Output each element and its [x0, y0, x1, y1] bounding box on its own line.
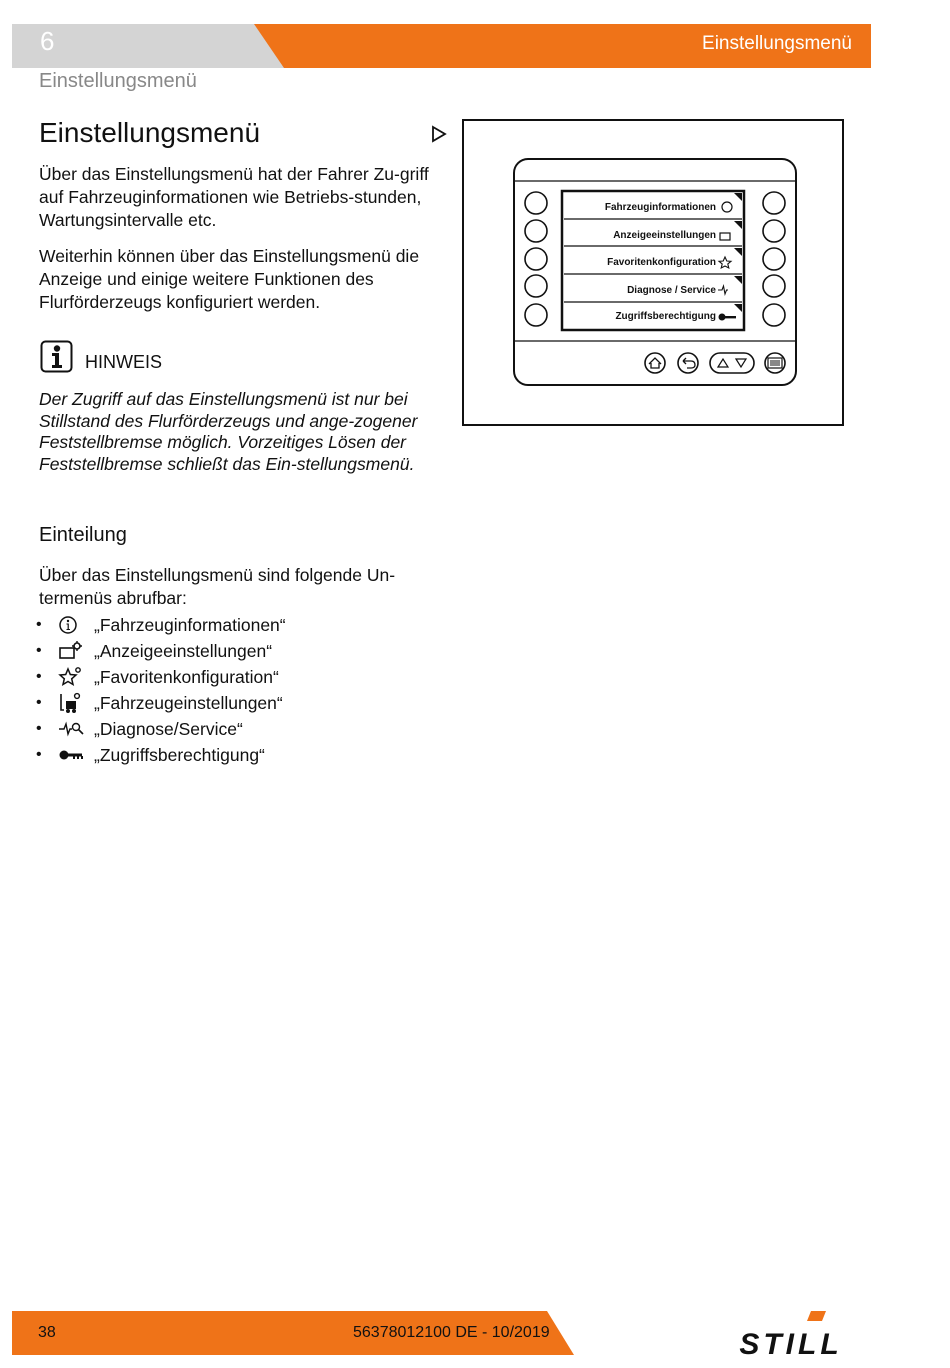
- info-icon: [58, 615, 94, 635]
- soft-key: [763, 220, 785, 242]
- home-icon: [645, 353, 665, 373]
- menu-item-label: Favoritenkonfiguration: [607, 257, 716, 268]
- back-icon: [678, 353, 698, 373]
- list-item-label: „Favoritenkonfiguration“: [94, 666, 279, 687]
- list-item-label: „Anzeigeeinstellungen“: [94, 640, 273, 661]
- submenu-list: [36, 612, 286, 768]
- soft-key: [525, 304, 547, 326]
- document-code: 56378012100 DE - 10/2019: [353, 1324, 550, 1341]
- soft-key: [525, 275, 547, 297]
- list-item-label: „Diagnose/Service“: [94, 718, 243, 739]
- list-item-label: „Zugriffsberechtigung“: [94, 744, 265, 765]
- still-logo: [711, 1309, 871, 1364]
- up-down-rocker: [710, 353, 754, 373]
- menu-item-label: Zugriffsberechtigung: [615, 311, 716, 322]
- list-item-label: „Fahrzeugeinstellungen“: [94, 692, 283, 713]
- note-label: HINWEIS: [85, 352, 163, 372]
- list-item: • „Favoritenkonfiguration“: [36, 666, 279, 687]
- chapter-number: 6: [40, 26, 55, 56]
- list-item: • „Anzeigeeinstellungen“: [36, 640, 273, 661]
- list-item: • „Fahrzeugeinstellungen“: [36, 692, 283, 713]
- display-figure: [462, 119, 844, 426]
- intro-paragraph: Über das Einstellungsmenü hat der Fahrer Zu-griff auf Fahrzeuginformationen wie Betriebs-stunden, Wartungsintervalle etc.: [39, 164, 429, 230]
- key-icon: [58, 745, 94, 765]
- info-note-icon: [40, 340, 73, 378]
- page-number: 38: [38, 1324, 56, 1341]
- favorite-star-icon: [58, 666, 94, 688]
- display-illustration: [464, 121, 842, 424]
- svg-text:STILL: STILL: [739, 1328, 843, 1359]
- diagnosis-icon: [58, 719, 94, 739]
- menu-item-label: Fahrzeuginformationen: [604, 202, 716, 213]
- forklift-settings-icon: [58, 692, 94, 714]
- list-item: • „Zugriffsberechtigung“: [36, 744, 265, 765]
- soft-key: [763, 275, 785, 297]
- soft-key: [763, 192, 785, 214]
- configuration-paragraph: Weiterhin können über das Einstellungsmenü die Anzeige und einige weitere Funktionen des Flurförderzeugs konfiguriert werden.: [39, 246, 420, 312]
- running-title: Einstellungsmenü: [702, 33, 852, 54]
- note-text: Der Zugriff auf das Einstellungsmenü ist nur bei Stillstand des Flurförderzeugs und ange-zogener Feststellbremse möglich. Vorzeitiges Lösen der Feststellbremse schließt das Ein-stellungsmenü.: [39, 389, 418, 474]
- list-item-label: „Fahrzeuginformationen“: [94, 614, 286, 635]
- display-settings-icon: [58, 641, 94, 661]
- soft-key: [525, 192, 547, 214]
- menu-item-label: Anzeigeeinstellungen: [613, 230, 716, 241]
- soft-key: [763, 248, 785, 270]
- list-item: • „Diagnose/Service“: [36, 718, 243, 739]
- play-triangle-icon: [431, 125, 447, 148]
- menu-icon: [765, 353, 785, 373]
- section-subtitle: Einstellungsmenü: [39, 70, 197, 92]
- submenu-intro: Über das Einstellungsmenü sind folgende Un-termenüs abrufbar:: [39, 565, 396, 608]
- page-heading: Einstellungsmenü: [39, 117, 261, 148]
- soft-key: [525, 248, 547, 270]
- list-item: • „Fahrzeuginformationen“: [36, 614, 286, 635]
- soft-key: [763, 304, 785, 326]
- soft-key: [525, 220, 547, 242]
- subheading: Einteilung: [39, 524, 127, 546]
- menu-item-label: Diagnose / Service: [627, 285, 716, 296]
